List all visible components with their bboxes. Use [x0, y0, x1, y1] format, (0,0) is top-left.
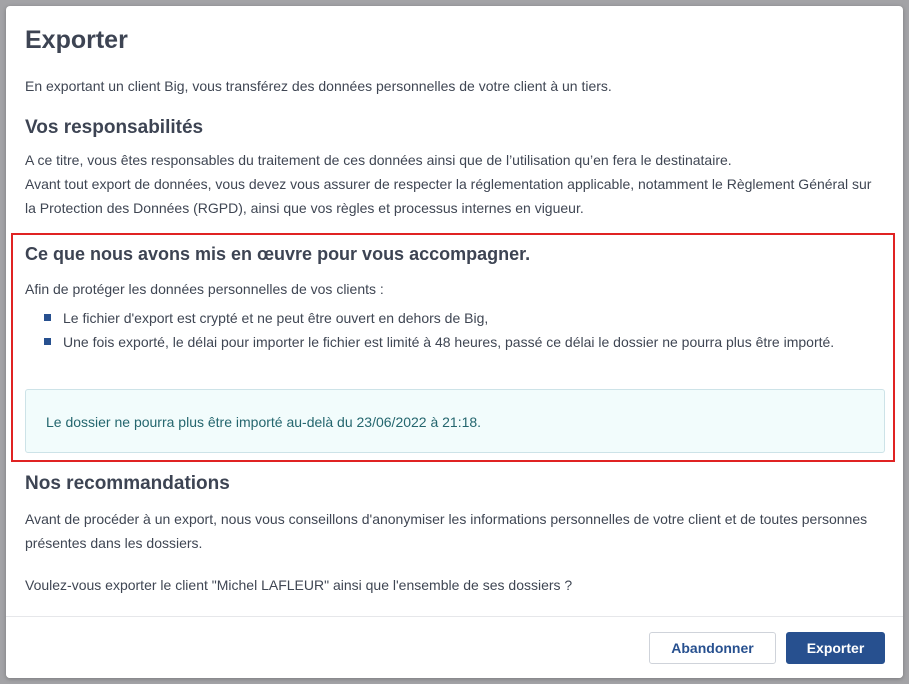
- dialog-body[interactable]: [6, 6, 903, 616]
- square-bullet-icon: [44, 314, 51, 321]
- list-item-text: Une fois exporté, le délai pour importer le fichier est limité à 48 heures, passé ce délai le dossier ne pourra plus être importé.: [63, 334, 835, 350]
- export-button[interactable]: Exporter: [786, 632, 885, 664]
- recommendations-title: Nos recommandations: [25, 473, 230, 494]
- recommendations-text: Avant de procéder à un export, nous vous conseillons d'anonymiser les informations personnelles de votre client et de toutes personnes présentes dans les dossiers.: [25, 511, 868, 551]
- list-item-text: Le fichier d'export est crypté et ne peut être ouvert en dehors de Big,: [63, 310, 489, 326]
- list-item: [25, 306, 875, 330]
- dialog-footer: [6, 616, 903, 678]
- expiry-info-text: Le dossier ne pourra plus être importé au-delà du 23/06/2022 à 21:18.: [46, 414, 482, 430]
- accompaniment-title: Ce que nous avons mis en œuvre pour vous accompagner.: [25, 244, 531, 264]
- responsibilities-line-1: A ce titre, vous êtes responsables du traitement de ces données ainsi que de l’utilisation qu’en fera le destinataire.: [25, 152, 732, 168]
- export-dialog: [6, 6, 903, 678]
- dialog-title: Exporter: [25, 26, 128, 54]
- square-bullet-icon: [44, 338, 51, 345]
- accompaniment-section: [11, 233, 895, 462]
- export-confirmation-question: Voulez-vous exporter le client "Michel LAFLEUR" ainsi que l'ensemble de ses dossiers ?: [25, 577, 573, 593]
- intro-text: En exportant un client Big, vous transférez des données personnelles de votre client à un tiers.: [25, 78, 612, 94]
- cancel-button[interactable]: Abandonner: [649, 632, 776, 664]
- responsibilities-line-2: Avant tout export de données, vous devez vous assurer de respecter la réglementation applicable, notamment le Règlement Général sur la Protection des Données (RGPD), ainsi que vos règles et processus internes en vigueur.: [25, 176, 872, 216]
- accompaniment-list: [25, 306, 875, 354]
- responsibilities-text: [25, 148, 885, 220]
- accompaniment-intro: Afin de protéger les données personnelles de vos clients :: [25, 281, 384, 297]
- list-item: [25, 330, 875, 354]
- expiry-info-box: [25, 389, 885, 453]
- responsibilities-title: Vos responsabilités: [25, 117, 204, 138]
